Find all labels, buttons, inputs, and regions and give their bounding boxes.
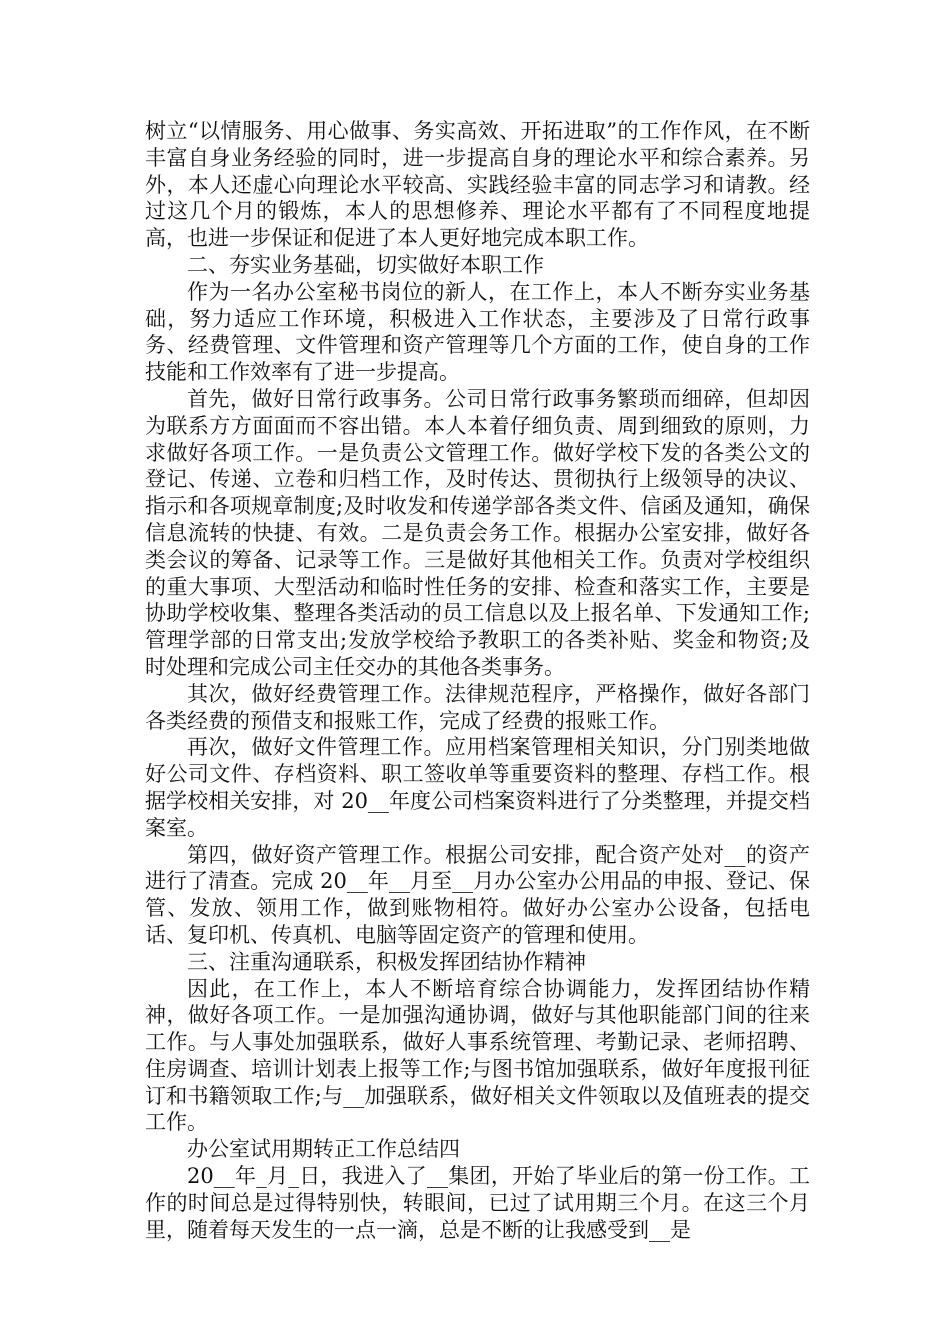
document-body [145,118,810,1243]
paragraph: 20__年_月_日，我进入了__集团，开始了毕业后的第一份工作。工作的时间总是过得特别快，转眼间，已过了试用期三个月。在这三个月里，随着每天发生的一点一滴，总是不断的让我感受到__是 [145,1164,810,1242]
section-heading-3: 三、注重沟通联系，积极发挥团结协作精神 [187,949,586,974]
paragraph: 作为一名办公室秘书岗位的新人，在工作上，本人不断夯实业务基础，努力适应工作环境，积极进入工作状态，主要涉及了日常行政事务、经费管理、文件管理和资产管理等几个方面的工作，使自身的工作技能和工作效率有了进一步提高。 [145,279,810,385]
paragraph: 第四，做好资产管理工作。根据公司安排，配合资产处对__的资产进行了清查。完成 20__年__月至__月办公室办公用品的申报、登记、保管、发放、领用工作，做到账物相符。做好办公室办公设备，包括电话、复印机、传真机、电脑等固定资产的管理和使用。 [145,842,810,947]
paragraph: 再次，做好文件管理工作。应用档案管理相关知识，分门别类地做好公司文件、存档资料、职工签收单等重要资料的整理、存档工作。根据学校相关安排，对 20__年度公司档案资料进行了分类整理，并提交档案室。 [145,735,810,840]
paragraph: 其次，做好经费管理工作。法律规范程序，严格操作，做好各部门各类经费的预借支和报账工作，完成了经费的报账工作。 [145,681,810,733]
paragraph: 因此，在工作上，本人不断培育综合协调能力，发挥团结协作精神，做好各项工作。一是加强沟通协调，做好与其他职能部门间的往来工作。与人事处加强联系，做好人事系统管理、考勤记录、老师招聘、住房调查、培训计划表上报等工作;与图书馆加强联系，做好年度报刊征订和书籍领取工作;与__加强联系，做好相关文件领取以及值班表的提交工作。 [145,976,810,1135]
section-heading-2: 二、夯实业务基础，切实做好本职工作 [187,252,544,277]
paragraph-intro-continuation: 树立“以情服务、用心做事、务实高效、开拓进取”的工作作风，在不断丰富自身业务经验的同时，进一步提高自身的理论水平和综合素养。另外，本人还虚心向理论水平较高、实践经验丰富的同志学习和请教。经过这几个月的锻炼，本人的思想修养、理论水平都有了不同程度地提高，也进一步保证和促进了本人更好地完成本职工作。 [145,119,810,251]
paragraph: 首先，做好日常行政事务。公司日常行政事务繁琐而细碎，但却因为联系方方面面而不容出错。本人本着仔细负责、周到细致的原则，力求做好各项工作。一是负责公文管理工作。做好学校下发的各类公文的登记、传递、立卷和归档工作，及时传达、贯彻执行上级领导的决议、指示和各项规章制度;及时收发和传递学部各类文件、信函及通知，确保信息流转的快捷、有效。二是负责会务工作。根据办公室安排，做好各类会议的筹备、记录等工作。三是做好其他相关工作。负责对学校组织的重大事项、大型活动和临时性任务的安排、检查和落实工作，主要是协助学校收集、整理各类活动的员工信息以及上报名单、下发通知工作;管理学部的日常支出;发放学校给予教职工的各类补贴、奖金和物资;及时处理和完成公司主任交办的其他各类事务。 [145,386,810,679]
article-title: 办公室试用期转正工作总结四 [187,1137,460,1162]
